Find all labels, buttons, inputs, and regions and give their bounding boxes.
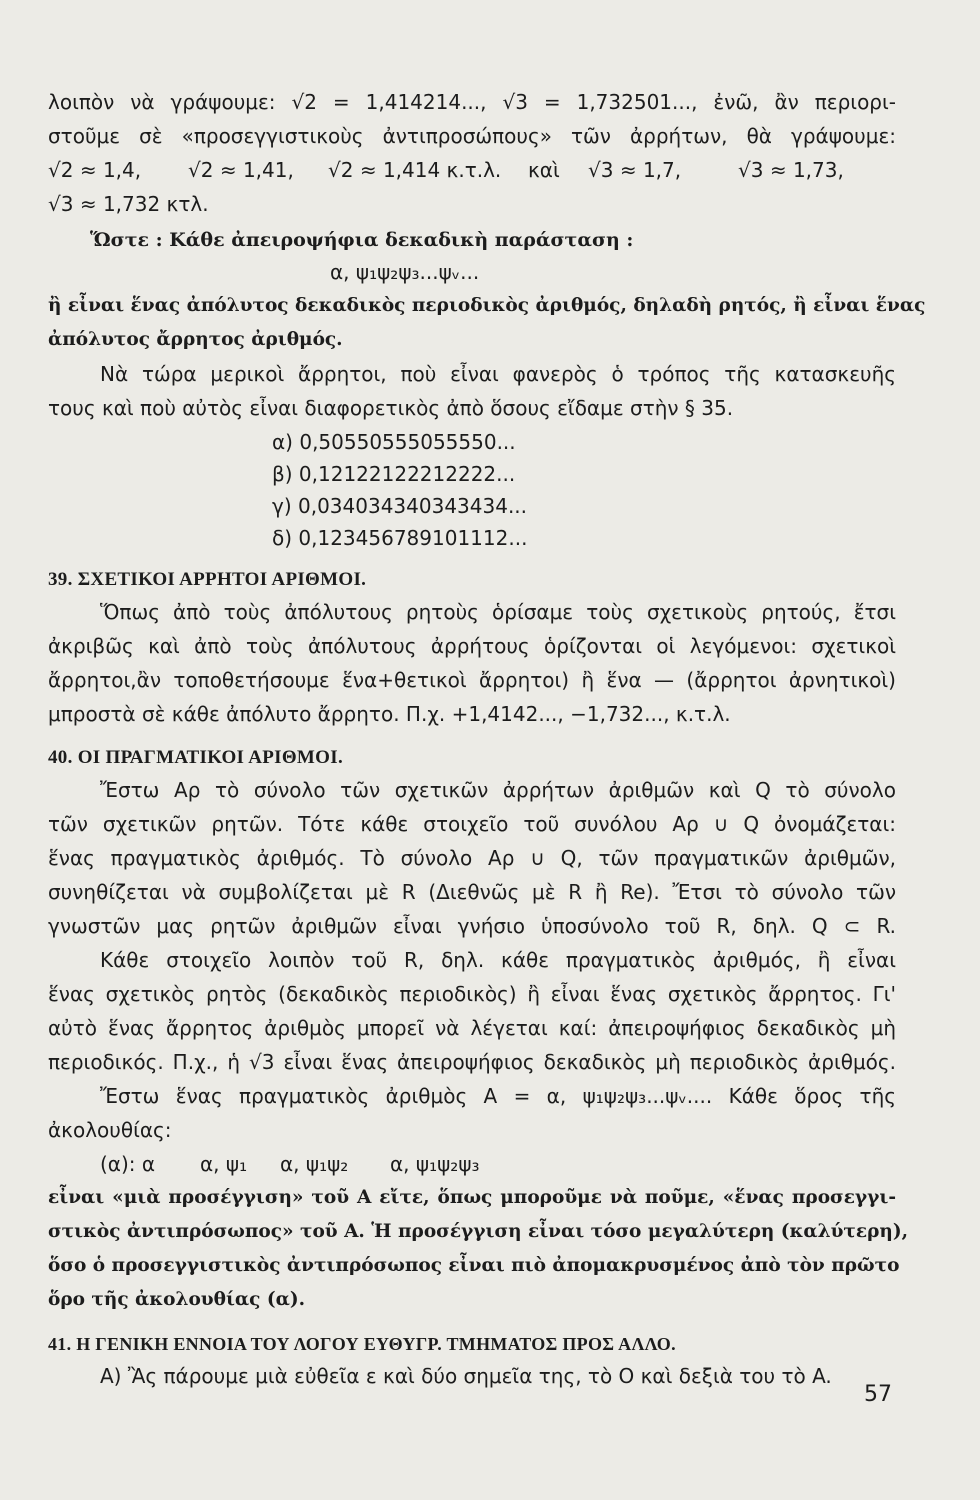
sequence-term: α, ψ₁ bbox=[200, 1152, 248, 1176]
text-line: συνηθίζεται νὰ συμβολίζεται μὲ R (Διεθνῶς μὲ R ἢ Re). Ἔτσι τὸ σύνολο τῶν bbox=[48, 880, 896, 904]
text-line: αὐτὸ ἕνας ἄρρητος ἀριθμὸς μπορεῖ νὰ λέγεται καί: ἀπειροψήφιος δεκαδικὸς μὴ bbox=[48, 1016, 896, 1040]
approx-item: √2 ≈ 1,41, bbox=[188, 158, 294, 182]
approx-item: √3 ≈ 1,7, bbox=[588, 158, 682, 182]
text-line: ἀκολουθίας: bbox=[48, 1118, 172, 1142]
decimal-expression: α, ψ₁ψ₂ψ₃...ψᵥ... bbox=[330, 260, 480, 284]
approx-item: καὶ bbox=[528, 158, 560, 182]
text-line: γνωστῶν μας ρητῶν ἀριθμῶν εἶναι γνήσιο ὑποσύνολο τοῦ R, δηλ. Q ⊂ R. bbox=[48, 914, 896, 938]
page-number: 57 bbox=[864, 1382, 892, 1407]
text-line: Ὅπως ἀπὸ τοὺς ἀπόλυτους ρητοὺς ὁρίσαμε τοὺς σχετικοὺς ρητούς, ἔτσι bbox=[100, 600, 896, 624]
text-line: ἕνας πραγματικὸς ἀριθμός. Τὸ σύνολο Aρ ∪ Q, τῶν πραγματικῶν ἀριθμῶν, bbox=[48, 846, 896, 870]
sequence-term: α, ψ₁ψ₂ bbox=[280, 1152, 349, 1176]
text-line-bold: ἀπόλυτος ἄρρητος ἀριθμός. bbox=[48, 329, 343, 350]
text-line: Ἔστω ἕνας πραγματικὸς ἀριθμὸς A = α, ψ₁ψ₂ψ₃...ψᵥ.... Κάθε ὅρος τῆς bbox=[100, 1084, 896, 1108]
text-line: A) Ἂς πάρουμε μιὰ εὐθεῖα ε καὶ δύο σημεῖα της, τὸ O καὶ δεξιὰ του τὸ A. bbox=[100, 1364, 832, 1388]
text-line: Ἔστω Aρ τὸ σύνολο τῶν σχετικῶν ἀρρήτων ἀριθμῶν καὶ Q τὸ σύνολο bbox=[100, 778, 896, 802]
text-line: τῶν σχετικῶν ρητῶν. Τότε κάθε στοιχεῖο τοῦ συνόλου Aρ ∪ Q ὀνομάζεται: bbox=[48, 812, 896, 836]
text-line: Κάθε στοιχεῖο λοιπὸν τοῦ R, δηλ. κάθε πραγματικὸς ἀριθμός, ἢ εἶναι bbox=[100, 948, 896, 972]
approx-item: √3 ≈ 1,73, bbox=[738, 158, 844, 182]
text-line: √3 ≈ 1,732 κτλ. bbox=[48, 192, 209, 216]
example-item: β) 0,12122122212222... bbox=[272, 462, 516, 486]
text-line-bold: στικὸς ἀντιπρόσωπος» τοῦ A. Ἡ προσέγγιση εἶναι τόσο μεγαλύτερη (καλύτερη), bbox=[48, 1221, 909, 1242]
example-item: γ) 0,034034340343434... bbox=[272, 494, 528, 518]
text-line-bold: ἢ εἶναι ἕνας ἀπόλυτος δεκαδικὸς περιοδικὸς ἀριθμός, δηλαδὴ ρητός, ἢ εἶναι ἕνας bbox=[48, 295, 926, 316]
text-line: Νὰ τώρα μερικοὶ ἄρρητοι, ποὺ εἶναι φανερὸς ὁ τρόπος τῆς κατασκευῆς bbox=[100, 362, 896, 386]
text-line: ἕνας σχετικὸς ρητὸς (δεκαδικὸς περιοδικὸς) ἢ εἶναι ἕνας σχετικὸς ἄρρητος. Γι' bbox=[48, 982, 896, 1006]
conclusion-heading: Ὥστε : Κάθε ἀπειροψήφια δεκαδικὴ παράσταση : bbox=[90, 229, 634, 251]
text-line: μπροστὰ σὲ κάθε ἀπόλυτο ἄρρητο. Π.χ. +1,4142..., −1,732..., κ.τ.λ. bbox=[48, 702, 731, 726]
section-41-title: 41. Η ΓΕΝΙΚΗ ΕΝΝΟΙΑ ΤΟΥ ΛΟΓΟΥ ΕΥΘΥΓΡ. ΤΜΗΜΑΤΟΣ ΠΡΟΣ ΑΛΛΟ. bbox=[48, 1334, 676, 1354]
section-39-title: 39. ΣΧΕΤΙΚΟΙ ΑΡΡΗΤΟΙ ΑΡΙΘΜΟΙ. bbox=[48, 569, 367, 590]
approx-item: √2 ≈ 1,414 κ.τ.λ. bbox=[328, 158, 502, 182]
text-line: λοιπὸν νὰ γράψουμε: √2 = 1,414214..., √3 = 1,732501..., ἐνῶ, ἂν περιορι- bbox=[48, 90, 896, 114]
sequence-line bbox=[100, 1150, 896, 1178]
sequence-term: α, ψ₁ψ₂ψ₃ bbox=[390, 1152, 480, 1176]
text-line: στοῦμε σὲ «προσεγγιστικοὺς ἀντιπροσώπους» τῶν ἀρρήτων, θὰ γράψουμε: bbox=[48, 124, 896, 148]
text-line: ἄρρητοι,ἂν τοποθετήσουμε ἕνα+θετικοὶ ἄρρητοι) ἢ ἕνα — (ἄρρητοι ἀρνητικοὶ) bbox=[48, 668, 896, 692]
text-line: τους καὶ ποὺ αὐτὸς εἶναι διαφορετικὸς ἀπὸ ὅσους εἴδαμε στὴν § 35. bbox=[48, 396, 734, 420]
approx-item: √2 ≈ 1,4, bbox=[48, 158, 142, 182]
example-item: α) 0,50550555055550... bbox=[272, 430, 516, 454]
text-line-bold: ὅσο ὁ προσεγγιστικὸς ἀντιπρόσωπος εἶναι πιὸ ἀπομακρυσμένος ἀπὸ τὸν πρῶτο bbox=[48, 1255, 900, 1276]
text-line: ἀκριβῶς καὶ ἀπὸ τοὺς ἀπόλυτους ἀρρήτους ὁρίζονται οἱ λεγόμενοι: σχετικοὶ bbox=[48, 634, 896, 658]
text-line-bold: ὅρο τῆς ἀκολουθίας (α). bbox=[48, 1289, 306, 1310]
text-line: περιοδικός. Π.χ., ἡ √3 εἶναι ἕνας ἀπειροψήφιος δεκαδικὸς μὴ περιοδικὸς ἀριθμός. bbox=[48, 1050, 896, 1074]
text-line-bold: εἶναι «μιὰ προσέγγιση» τοῦ A εἴτε, ὅπως μποροῦμε νὰ ποῦμε, «ἕνας προσεγγι- bbox=[48, 1187, 896, 1208]
example-item: δ) 0,123456789101112... bbox=[272, 526, 528, 550]
section-40-title: 40. ΟΙ ΠΡΑΓΜΑΤΙΚΟΙ ΑΡΙΘΜΟΙ. bbox=[48, 747, 343, 768]
approximations-line bbox=[48, 156, 896, 184]
sequence-term: (α): α bbox=[100, 1152, 156, 1176]
